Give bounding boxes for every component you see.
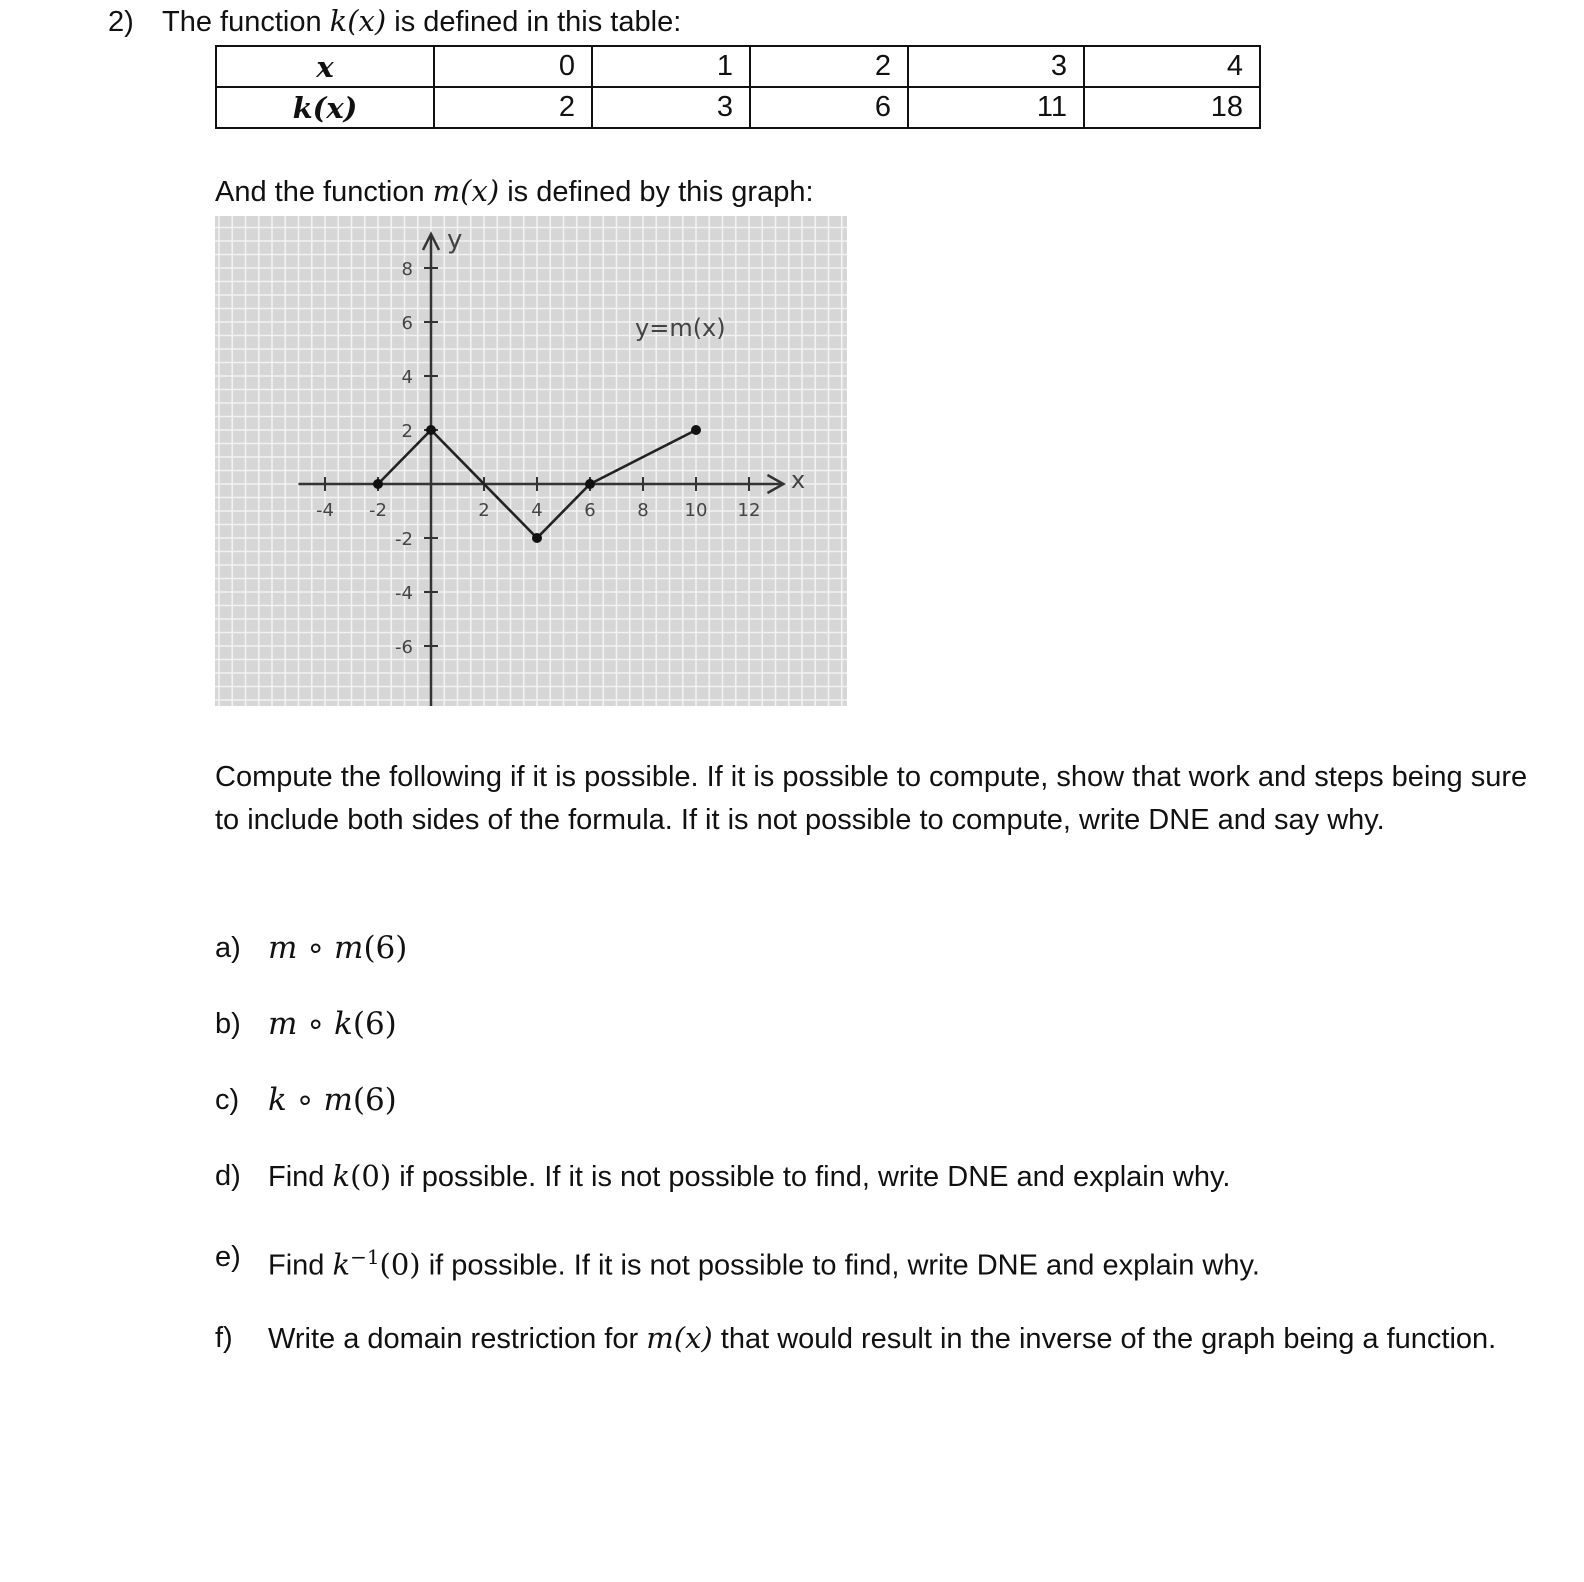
part-e-func: k [332,1247,351,1282]
x-tick-label: -4 [316,500,334,521]
y-axis-label: y [447,225,463,255]
y-tick-label: -2 [395,529,413,550]
part-e [215,1237,1515,1286]
table-cell: 3 [908,46,1084,87]
x-tick-label: 4 [531,500,543,521]
part-label: b) [215,1008,241,1040]
graph-intro [215,174,814,209]
graph-intro-before: And the function [215,176,425,208]
table-header-kx: k(x) [216,87,434,128]
data-point [585,479,595,489]
part-b-inner-func: k [334,1006,353,1042]
y-tick-label: 8 [401,259,413,280]
data-point [426,425,436,435]
data-point [532,533,542,543]
graph-intro-func: m(x) [432,174,500,208]
part-label: c) [215,1084,240,1116]
part-f-func: m(x) [646,1321,713,1355]
part-c-inner-func: m [323,1082,353,1118]
table-cell: 2 [750,46,908,87]
part-c-arg: (6) [352,1082,397,1118]
part-b-arg: (6) [352,1006,397,1042]
graph-canvas [215,216,847,706]
table-row-kx [216,87,1260,128]
table-cell: 0 [434,46,592,87]
x-tick-label: 10 [684,500,708,521]
part-d-before: Find [268,1161,325,1193]
part-a: a) m ∘ m(6) [215,930,408,966]
x-tick-label: 8 [637,500,649,521]
question-intro-after: is defined in this table: [394,6,682,38]
table-cell: 3 [592,87,750,128]
data-point [691,425,701,435]
part-b-outer-func: m [268,1006,298,1042]
x-tick-label: -2 [369,500,387,521]
graph-grid [215,216,847,706]
part-label: e) [215,1241,241,1273]
part-d-func: k [332,1159,351,1193]
part-c: c) k ∘ m(6) [215,1082,397,1118]
question-intro-before: The function [162,6,322,38]
part-e-exponent: −1 [350,1245,380,1269]
part-e-arg: (0) [379,1247,421,1282]
y-tick-label: -6 [395,637,413,658]
x-tick-label: 12 [737,500,761,521]
table-cell: 6 [750,87,908,128]
data-point [373,479,383,489]
table-row-x [216,46,1260,87]
part-d [215,1156,1515,1197]
table-cell: 4 [1084,46,1260,87]
graph-title: y=m(x) [635,314,726,342]
y-tick-label: 4 [401,367,413,388]
table-cell: 2 [434,87,592,128]
part-label: d) [215,1160,241,1192]
part-label: f) [215,1322,233,1354]
part-d-after: if possible. If it is not possible to find, write DNE and explain why. [399,1161,1231,1193]
x-tick-label: 6 [584,500,596,521]
x-tick-label: 2 [478,500,490,521]
part-d-arg: (0) [350,1159,392,1193]
x-axis-label: x [791,466,806,494]
part-b: b) m ∘ k(6) [215,1006,397,1042]
part-e-before: Find [268,1249,325,1282]
table-header-x: x [216,46,434,87]
part-a-inner-func: m [334,930,364,966]
part-e-after: if possible. If it is not possible to find, write DNE and explain why. [428,1249,1260,1282]
instructions-text: Compute the following if it is possible. If it is possible to compute, show that work and steps being sure to include both sides of the formula. If it is not possible to compute, write DNE and say why. [215,761,1528,836]
table-cell: 18 [1084,87,1260,128]
y-tick-label: 6 [401,313,413,334]
question-number: 2) [108,6,134,38]
y-tick-label: -4 [395,583,413,604]
y-tick-label: 2 [401,421,413,442]
table-cell: 11 [908,87,1084,128]
part-f [215,1318,1515,1359]
question-heading [108,4,681,39]
part-f-after: that would result in the inverse of the graph being a function. [720,1323,1497,1355]
part-a-arg: (6) [363,930,408,966]
question-intro-func: k(x) [329,4,387,38]
table-cell: 1 [592,46,750,87]
part-label: a) [215,932,241,964]
part-f-before: Write a domain restriction for [268,1323,639,1355]
part-c-outer-func: k [268,1082,287,1118]
m-function-graph [215,216,847,706]
part-a-outer-func: m [268,930,298,966]
k-function-table [215,45,1261,129]
graph-intro-after: is defined by this graph: [507,176,814,208]
